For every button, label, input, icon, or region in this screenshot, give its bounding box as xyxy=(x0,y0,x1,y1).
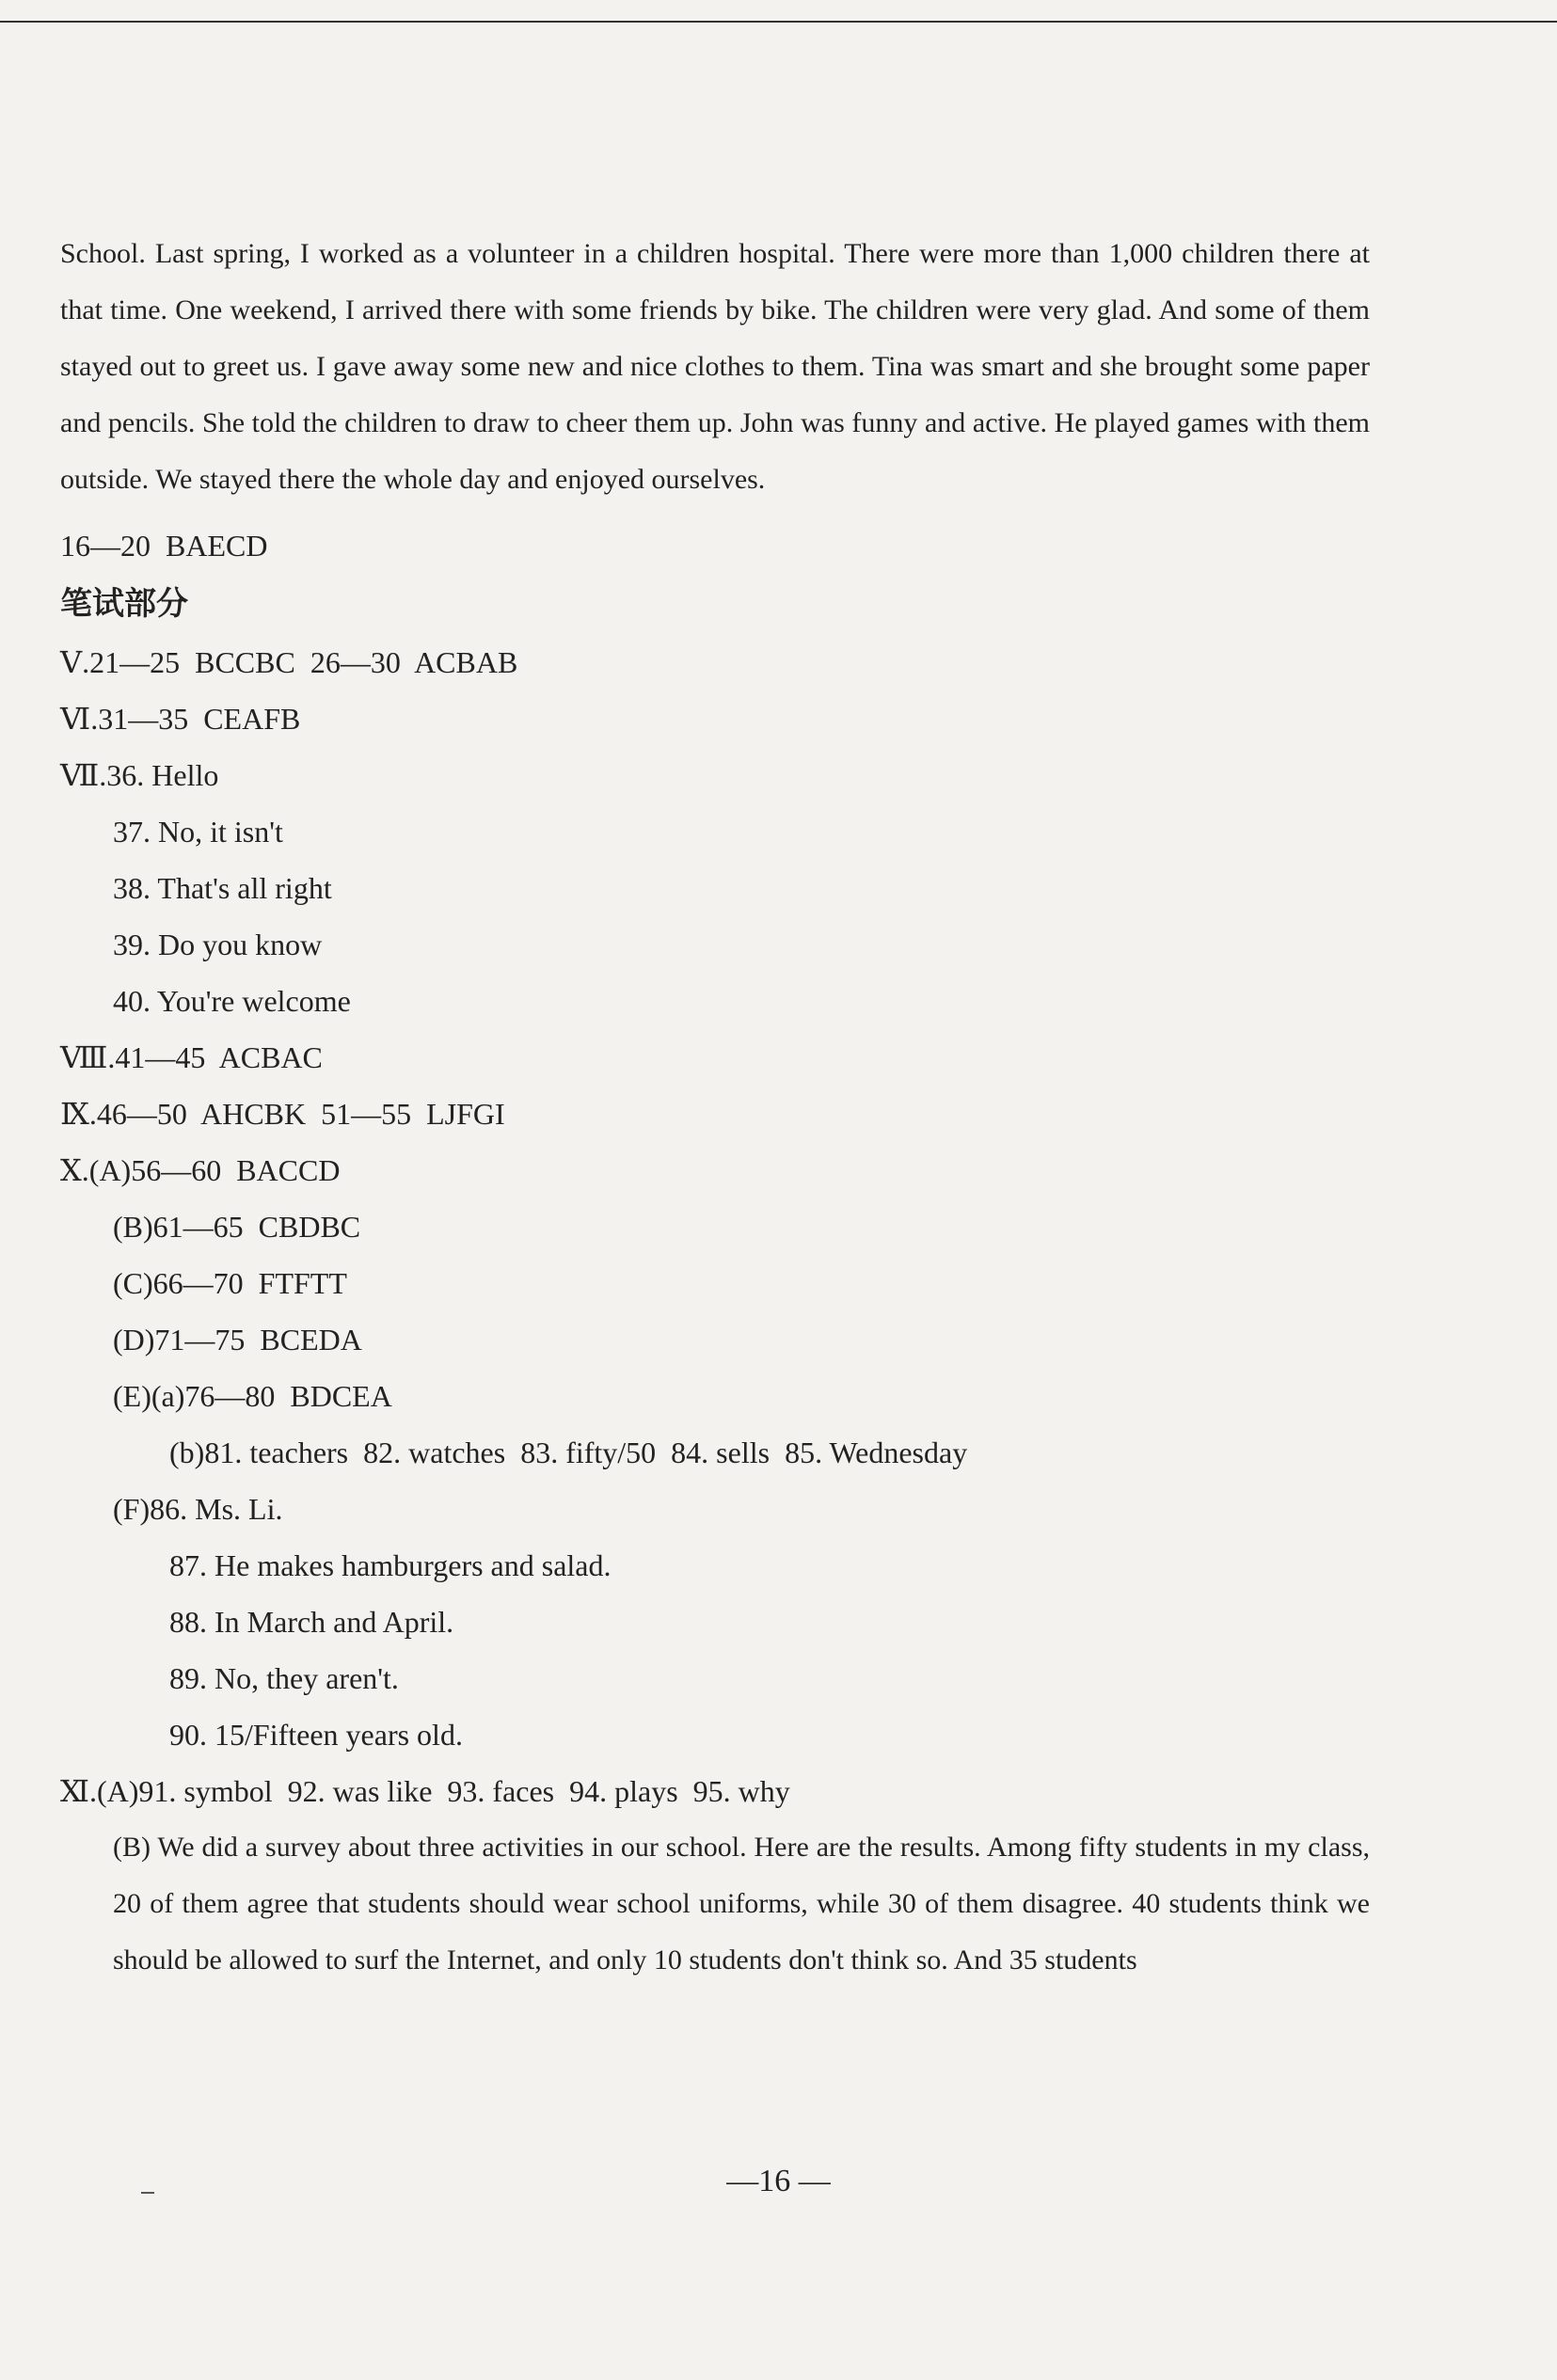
answer-line-x-e-b: (b)81. teachers 82. watches 83. fifty/50 84. sells 85. Wednesday xyxy=(169,1436,968,1469)
section-heading-written: 笔试部分 xyxy=(60,585,188,623)
answer-line-x-b: (B)61—65 CBDBC xyxy=(113,1210,361,1244)
answer-line-vii-39: 39. Do you know xyxy=(113,928,323,961)
answer-line-x-f-87: 87. He makes hamburgers and salad. xyxy=(169,1548,612,1582)
answer-line-x-a: Ⅹ.(A)56—60 BACCD xyxy=(60,1153,341,1187)
top-rule xyxy=(0,21,1557,23)
answer-line-16-20: 16—20 BAECD xyxy=(60,529,268,563)
answer-line-x-f-90: 90. 15/Fifteen years old. xyxy=(169,1718,463,1752)
answer-line-viii: Ⅷ.41—45 ACBAC xyxy=(60,1040,323,1074)
answer-line-xi-a: Ⅺ.(A)91. symbol 92. was like 93. faces 94. plays 95. why xyxy=(60,1774,790,1808)
answer-line-ix: Ⅸ.46—50 AHCBK 51—55 LJFGI xyxy=(60,1097,505,1131)
answer-line-vii-38: 38. That's all right xyxy=(113,871,332,905)
page-number: —16 — xyxy=(726,2164,831,2198)
answer-line-x-e-a: (E)(a)76—80 BDCEA xyxy=(113,1379,392,1413)
answer-line-x-f-86: (F)86. Ms. Li. xyxy=(113,1492,283,1526)
essay-paragraph-xi-b: (B) We did a survey about three activities in our school. Here are the results. Among fifty students in my class, 20 of them agree that students should wear school uniforms, while 30 of them disagree. 40 students think we should be allowed to surf the Internet, and only 10 students don't think so. And 35 students xyxy=(113,1832,1370,1975)
essay-paragraph: School. Last spring, I worked as a volunteer in a children hospital. There were more than 1,000 children there at that time. One weekend, I arrived there with some friends by bike. The children were very glad. And some of them stayed out to greet us. I gave away some new and nice clothes to them. Tina was smart and she brought some paper and pencils. She told the children to draw to cheer them up. John was funny and active. He played games with them outside. We stayed there the whole day and enjoyed ourselves. xyxy=(60,238,1370,495)
answer-line-x-f-89: 89. No, they aren't. xyxy=(169,1661,399,1695)
answer-line-vi: Ⅵ.31—35 CEAFB xyxy=(60,702,301,736)
answer-line-vii-40: 40. You're welcome xyxy=(113,984,351,1018)
answer-line-vii-36: Ⅶ.36. Hello xyxy=(60,758,219,792)
answer-content xyxy=(60,226,1377,1998)
answer-line-v: Ⅴ.21—25 BCCBC 26—30 ACBAB xyxy=(60,645,518,679)
answer-line-vii-37: 37. No, it isn't xyxy=(113,815,283,849)
answer-line-x-c: (C)66—70 FTFTT xyxy=(113,1266,347,1300)
answer-line-x-d: (D)71—75 BCEDA xyxy=(113,1323,362,1357)
answer-line-x-f-88: 88. In March and April. xyxy=(169,1605,454,1639)
